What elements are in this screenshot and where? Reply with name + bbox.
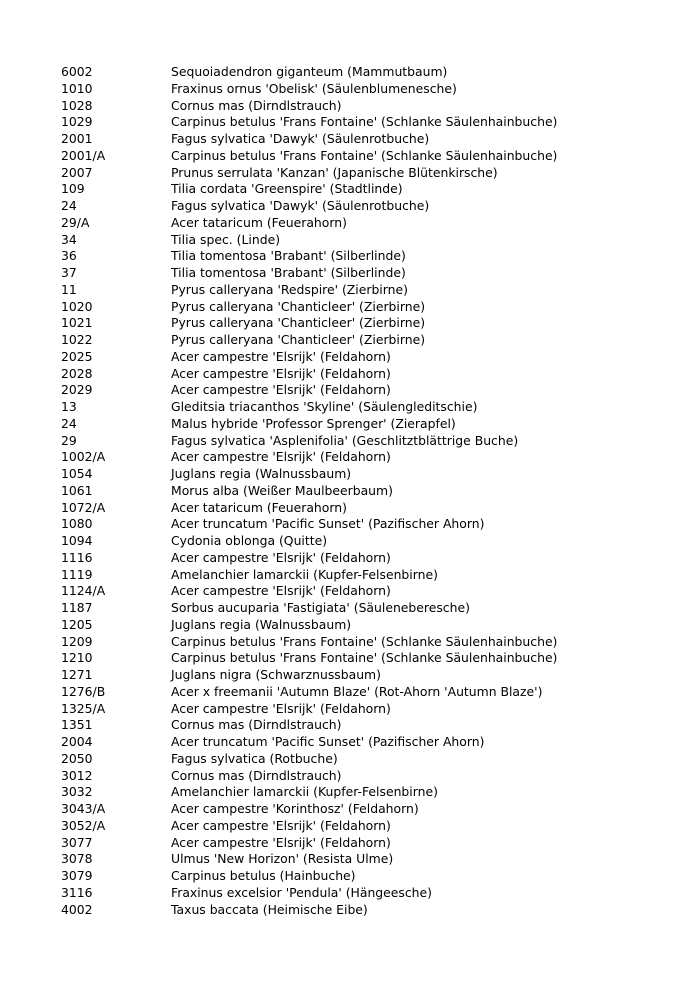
list-item <box>61 835 681 852</box>
tree-number: 1205 <box>61 616 93 632</box>
tree-species: Tilia cordata 'Greenspire' (Stadtlinde) <box>171 181 403 197</box>
tree-number: 3043/A <box>61 801 106 816</box>
list-item <box>61 399 681 416</box>
tree-number: 1020 <box>61 298 93 314</box>
list-item <box>61 818 681 835</box>
tree-species: Cydonia oblonga (Quitte) <box>171 533 328 548</box>
list-item <box>61 181 681 198</box>
tree-species: Malus hybride 'Professor Sprenger' (Zierapfel) <box>171 415 456 431</box>
tree-number: 3032 <box>61 784 93 800</box>
list-item <box>61 265 681 282</box>
list-item <box>61 617 681 634</box>
tree-number: 1054 <box>61 466 93 481</box>
list-item <box>61 902 681 919</box>
tree-species: Carpinus betulus (Hainbuche) <box>171 868 356 883</box>
tree-number: 1124/A <box>61 583 106 599</box>
tree-species: Gleditsia triacanthos 'Skyline' (Säulengleditschie) <box>171 399 478 414</box>
tree-species: Carpinus betulus 'Frans Fontaine' (Schlanke Säulenhainbuche) <box>171 650 558 666</box>
tree-species: Acer truncatum 'Pacific Sunset' (Pazifischer Ahorn) <box>171 516 485 532</box>
tree-species: Acer truncatum 'Pacific Sunset' (Pazifischer Ahorn) <box>171 734 485 749</box>
tree-species: Pyrus calleryana 'Chanticleer' (Zierbirne) <box>171 332 426 347</box>
list-item <box>61 64 681 81</box>
list-item <box>61 131 681 148</box>
tree-species: Acer campestre 'Elsrijk' (Feldahorn) <box>171 365 391 381</box>
list-item <box>61 784 681 801</box>
tree-species: Acer campestre 'Elsrijk' (Feldahorn) <box>171 348 391 364</box>
list-item <box>61 868 681 885</box>
list-item <box>61 483 681 500</box>
tree-number: 13 <box>61 399 77 414</box>
list-item <box>61 416 681 433</box>
tree-species: Prunus serrulata 'Kanzan' (Japanische Blütenkirsche) <box>171 164 498 180</box>
list-item <box>61 232 681 249</box>
tree-species: Fagus sylvatica 'Dawyk' (Säulenrotbuche) <box>171 131 430 146</box>
tree-species: Tilia spec. (Linde) <box>171 231 281 247</box>
list-item <box>61 366 681 383</box>
list-item <box>61 684 681 701</box>
list-item <box>61 165 681 182</box>
list-item <box>61 634 681 651</box>
tree-number: 3078 <box>61 851 93 867</box>
tree-number: 2007 <box>61 164 93 180</box>
tree-species: Acer campestre 'Elsrijk' (Feldahorn) <box>171 700 391 716</box>
tree-species: Juglans nigra (Schwarznussbaum) <box>171 667 381 682</box>
tree-species: Fraxinus ornus 'Obelisk' (Säulenblumenesche) <box>171 80 457 96</box>
tree-number: 2001/A <box>61 147 106 163</box>
list-item <box>61 500 681 517</box>
tree-number: 1276/B <box>61 683 106 699</box>
tree-species: Morus alba (Weißer Maulbeerbaum) <box>171 482 393 498</box>
tree-species: Cornus mas (Dirndlstrauch) <box>171 767 342 783</box>
tree-species: Amelanchier lamarckii (Kupfer-Felsenbirne) <box>171 784 438 800</box>
tree-species: Pyrus calleryana 'Redspire' (Zierbirne) <box>171 281 408 297</box>
tree-species: Acer x freemanii 'Autumn Blaze' (Rot-Ahorn 'Autumn Blaze') <box>171 683 543 699</box>
list-item <box>61 667 681 684</box>
tree-species: Carpinus betulus 'Frans Fontaine' (Schlanke Säulenhainbuche) <box>171 114 558 130</box>
list-item <box>61 299 681 316</box>
tree-number: 1116 <box>61 549 93 565</box>
tree-number: 11 <box>61 281 77 297</box>
tree-number: 1119 <box>61 566 93 582</box>
tree-species: Fagus sylvatica 'Dawyk' (Säulenrotbuche) <box>171 198 430 213</box>
list-item <box>61 114 681 131</box>
list-item <box>61 550 681 567</box>
tree-species: Acer campestre 'Elsrijk' (Feldahorn) <box>171 834 391 850</box>
tree-species: Acer campestre 'Elsrijk' (Feldahorn) <box>171 583 391 599</box>
tree-number: 1021 <box>61 315 93 331</box>
list-item <box>61 701 681 718</box>
tree-species: Acer campestre 'Elsrijk' (Feldahorn) <box>171 549 391 565</box>
tree-species: Juglans regia (Walnussbaum) <box>171 466 352 481</box>
list-item <box>61 349 681 366</box>
tree-number: 29 <box>61 432 77 448</box>
tree-number: 3079 <box>61 868 93 883</box>
list-item <box>61 332 681 349</box>
list-item <box>61 315 681 332</box>
tree-number: 36 <box>61 248 77 264</box>
tree-species: Fraxinus excelsior 'Pendula' (Hängeesche) <box>171 884 432 900</box>
list-item <box>61 751 681 768</box>
list-item <box>61 282 681 299</box>
tree-species: Amelanchier lamarckii (Kupfer-Felsenbirne) <box>171 566 438 582</box>
list-item <box>61 768 681 785</box>
tree-species: Juglans regia (Walnussbaum) <box>171 616 352 632</box>
tree-species: Carpinus betulus 'Frans Fontaine' (Schlanke Säulenhainbuche) <box>171 633 558 649</box>
list-item <box>61 717 681 734</box>
list-item <box>61 851 681 868</box>
list-item <box>61 583 681 600</box>
tree-number: 109 <box>61 181 85 197</box>
tree-number: 2029 <box>61 382 93 398</box>
tree-species: Acer campestre 'Korinthosz' (Feldahorn) <box>171 801 419 816</box>
tree-number: 2050 <box>61 750 93 766</box>
tree-species: Fagus sylvatica (Rotbuche) <box>171 750 338 766</box>
list-item <box>61 433 681 450</box>
tree-number: 1094 <box>61 533 93 548</box>
tree-species: Carpinus betulus 'Frans Fontaine' (Schlanke Säulenhainbuche) <box>171 147 558 163</box>
tree-number: 29/A <box>61 214 90 230</box>
tree-number: 24 <box>61 198 77 213</box>
tree-number: 1022 <box>61 332 93 347</box>
tree-species: Tilia tomentosa 'Brabant' (Silberlinde) <box>171 265 406 280</box>
tree-species: Acer tataricum (Feuerahorn) <box>171 214 347 230</box>
tree-number: 6002 <box>61 64 93 79</box>
tree-species: Cornus mas (Dirndlstrauch) <box>171 717 342 733</box>
list-item <box>61 801 681 818</box>
tree-list <box>61 64 681 918</box>
tree-number: 24 <box>61 415 77 431</box>
tree-species: Sorbus aucuparia 'Fastigiata' (Säuleneberesche) <box>171 600 470 615</box>
tree-species: Sequoiadendron giganteum (Mammutbaum) <box>171 64 448 79</box>
tree-number: 1002/A <box>61 449 106 465</box>
tree-number: 1187 <box>61 600 93 615</box>
list-item <box>61 567 681 584</box>
tree-number: 2004 <box>61 734 93 749</box>
list-item <box>61 98 681 115</box>
tree-number: 1351 <box>61 717 93 733</box>
list-item <box>61 516 681 533</box>
tree-species: Pyrus calleryana 'Chanticleer' (Zierbirne) <box>171 298 426 314</box>
tree-number: 1271 <box>61 667 93 682</box>
tree-number: 1209 <box>61 633 93 649</box>
tree-species: Cornus mas (Dirndlstrauch) <box>171 97 342 113</box>
tree-number: 1072/A <box>61 499 106 515</box>
tree-number: 1010 <box>61 80 93 96</box>
tree-species: Acer tataricum (Feuerahorn) <box>171 499 347 515</box>
list-item <box>61 885 681 902</box>
tree-number: 1210 <box>61 650 93 666</box>
tree-species: Taxus baccata (Heimische Eibe) <box>171 901 368 917</box>
tree-number: 1029 <box>61 114 93 130</box>
list-item <box>61 248 681 265</box>
list-item <box>61 466 681 483</box>
list-item <box>61 148 681 165</box>
tree-number: 3116 <box>61 884 93 900</box>
tree-number: 1080 <box>61 516 93 532</box>
tree-species: Fagus sylvatica 'Asplenifolia' (Geschlitztblättrige Buche) <box>171 432 519 448</box>
tree-number: 3012 <box>61 767 93 783</box>
tree-number: 34 <box>61 231 77 247</box>
tree-number: 2001 <box>61 131 93 146</box>
tree-species: Acer campestre 'Elsrijk' (Feldahorn) <box>171 449 391 465</box>
tree-species: Pyrus calleryana 'Chanticleer' (Zierbirne) <box>171 315 426 331</box>
list-item <box>61 650 681 667</box>
tree-number: 2025 <box>61 348 93 364</box>
tree-number: 1061 <box>61 482 93 498</box>
list-item <box>61 382 681 399</box>
tree-number: 37 <box>61 265 77 280</box>
list-item <box>61 533 681 550</box>
list-item <box>61 215 681 232</box>
list-item <box>61 600 681 617</box>
list-item <box>61 81 681 98</box>
list-item <box>61 449 681 466</box>
tree-number: 1325/A <box>61 700 106 716</box>
tree-number: 1028 <box>61 97 93 113</box>
list-item <box>61 198 681 215</box>
tree-species: Ulmus 'New Horizon' (Resista Ulme) <box>171 851 394 867</box>
tree-species: Acer campestre 'Elsrijk' (Feldahorn) <box>171 382 391 398</box>
list-item <box>61 734 681 751</box>
tree-number: 2028 <box>61 365 93 381</box>
tree-species: Tilia tomentosa 'Brabant' (Silberlinde) <box>171 248 406 264</box>
tree-number: 3052/A <box>61 817 106 833</box>
tree-species: Acer campestre 'Elsrijk' (Feldahorn) <box>171 817 391 833</box>
tree-number: 3077 <box>61 834 93 850</box>
tree-number: 4002 <box>61 901 93 917</box>
